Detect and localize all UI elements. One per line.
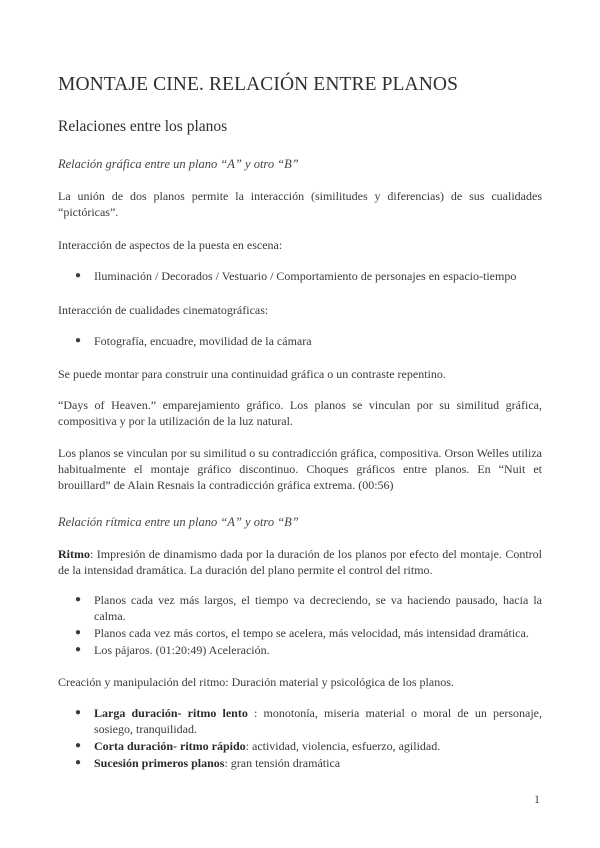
paragraph-7: Ritmo: Impresión de dinamismo dada por la duración de los planos por efecto del montaje. Control de la intensidad dramática. La duración del plano permite el control del ritmo.	[58, 547, 542, 577]
bullet-icon: ●	[75, 335, 82, 346]
bullet-icon: ●	[75, 270, 82, 281]
page-number: 1	[534, 792, 540, 806]
bold-term: Corta duración- ritmo rápido	[94, 739, 246, 753]
paragraph-2: Interacción de aspectos de la puesta en escena:	[58, 238, 283, 252]
list-item: ● Planos cada vez más cortos, el tempo se acelera, más velocidad, más intensidad dramática.	[75, 626, 529, 640]
bullet-icon: ●	[75, 707, 82, 718]
bold-term: Sucesión primeros planos	[94, 756, 225, 770]
bold-term: Ritmo	[58, 547, 90, 561]
bullet-icon: ●	[75, 594, 82, 605]
section-title: Relaciones entre los planos	[58, 118, 228, 135]
bullet-icon: ●	[75, 757, 82, 768]
list-item: ● Larga duración- ritmo lento : monotonía, miseria material o moral de un personaje, sosiego, tranquilidad.	[75, 706, 542, 736]
subheading-graphic-relation: Relación gráfica entre un plano “A” y otro “B”	[58, 157, 299, 171]
bullet-list-1	[58, 268, 542, 285]
paragraph-1: La unión de dos planos permite la interacción (similitudes y diferencias) de sus cualidades “pictóricas”.	[58, 189, 542, 219]
bold-term: Larga duración- ritmo lento	[94, 706, 248, 720]
paragraph-6: Los planos se vinculan por su similitud o su contradicción gráfica, compositiva. Orson Welles utiliza habitualmente el montaje gráfico discontinuo. Choques gráficos entre planos. En “Nuit et brouillard” de Alain Resnais la contradicción gráfica extrema. (00:56)	[58, 446, 542, 492]
bullet-list-2	[58, 333, 542, 350]
list-item: ● Los pájaros. (01:20:49) Aceleración.	[75, 643, 270, 657]
bullet-list-4	[58, 705, 542, 772]
list-item: ● Sucesión primeros planos: gran tensión dramática	[75, 756, 341, 770]
bullet-icon: ●	[75, 740, 82, 751]
paragraph-3: Interacción de cualidades cinematográficas:	[58, 303, 269, 317]
list-item: ● Fotografía, encuadre, movilidad de la cámara	[75, 334, 312, 348]
list-item: ● Corta duración- ritmo rápido: actividad, violencia, esfuerzo, agilidad.	[75, 739, 441, 753]
list-item: ● Iluminación / Decorados / Vestuario / Comportamiento de personajes en espacio-tiempo	[75, 269, 517, 283]
bullet-icon: ●	[75, 627, 82, 638]
subheading-rhythmic-relation: Relación rítmica entre un plano “A” y otro “B”	[58, 515, 299, 529]
list-item: ● Planos cada vez más largos, el tiempo va decreciendo, se va haciendo pausado, hacia la calma.	[75, 593, 542, 623]
page-title: MONTAJE CINE. RELACIÓN ENTRE PLANOS	[58, 74, 459, 95]
paragraph-8: Creación y manipulación del ritmo: Duración material y psicológica de los planos.	[58, 675, 454, 689]
bullet-icon: ●	[75, 644, 82, 655]
bullet-list-3	[58, 592, 542, 659]
paragraph-4: Se puede montar para construir una continuidad gráfica o un contraste repentino.	[58, 367, 446, 381]
paragraph-5: “Days of Heaven.” emparejamiento gráfico. Los planos se vinculan por su similitud gráfica, compositiva y por la utilización de la luz natural.	[58, 398, 542, 428]
